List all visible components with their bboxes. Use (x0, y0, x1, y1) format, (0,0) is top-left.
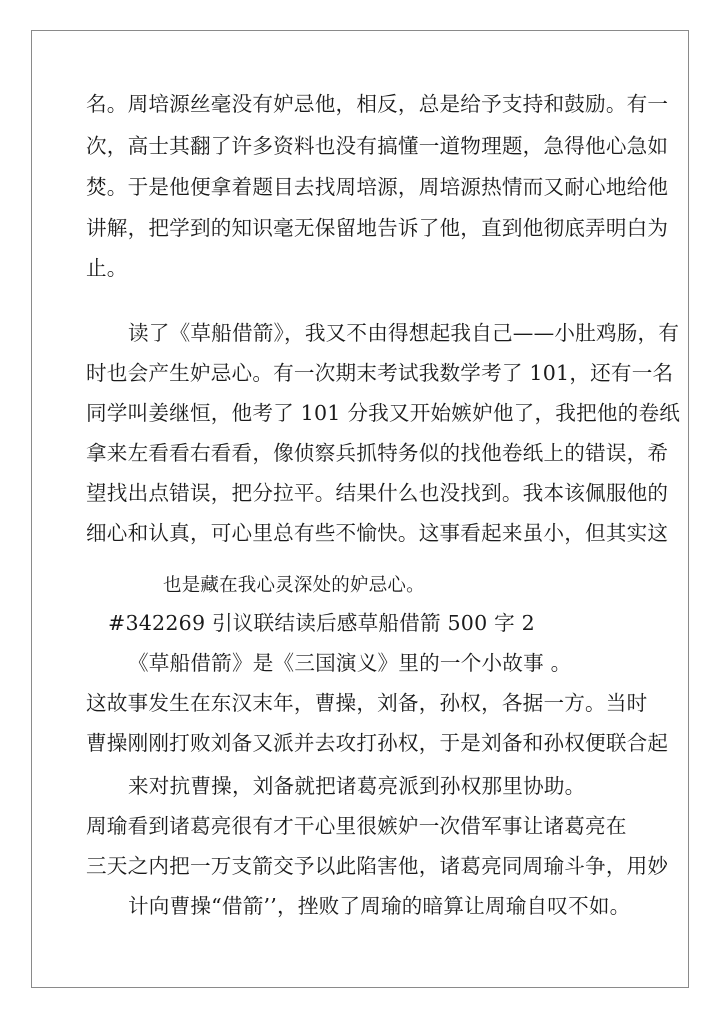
paragraph-line: 读了《草船借箭》，我又不由得想起我自己——小肚鸡肠，有 (128, 321, 680, 345)
paragraph-line: 焚。于是他便拿着题目去找周培源，周培源热情而又耐心地给他 (86, 175, 669, 199)
paragraph-line: 止。 (86, 256, 128, 280)
paragraph-line: 讲解，把学到的知识毫无保留地告诉了他，直到他彻底弄明白为 (86, 216, 669, 240)
paragraph-line: 次，高士其翻了许多资料也没有搞懂一道物理题，急得他心急如 (86, 134, 669, 158)
paragraph-line: 时也会产生妒忌心。有一次期末考试我数学考了 101，还有一名 (86, 361, 674, 385)
paragraph-line: 同学叫姜继恒，他考了 101 分我又开始嫉妒他了，我把他的卷纸 (86, 401, 681, 425)
paragraph-line: 曹操刚刚打败刘备又派并去攻打孙权，于是刘备和孙权便联合起 (86, 731, 669, 755)
paragraph-line: 细心和认真，可心里总有些不愉快。这事看起来虽小，但其实这 (86, 521, 669, 545)
paragraph-line: 望找出点错误，把分拉平。结果什么也没找到。我本该佩服他的 (86, 481, 669, 505)
paragraph-line: 三天之内把一万支箭交予以此陷害他，诸葛亮同周瑜斗争，用妙 (86, 854, 669, 878)
paragraph-line: 这故事发生在东汉末年，曹操，刘备，孙权，各据一方。当时 (86, 691, 648, 715)
paragraph-line: 计向曹操“借箭’’，挫败了周瑜的暗算让周瑜自叹不如。 (128, 894, 631, 918)
paragraph-line: 拿来左看看右看看，像侦察兵抓特务似的找他卷纸上的错误，希 (86, 441, 669, 465)
paragraph-line: #342269 引议联结读后感草船借箭 500 字 2 (108, 611, 535, 635)
paragraph-line: 周瑜看到诸葛亮很有才干心里很嫉妒一次借军事让诸葛亮在 (86, 814, 627, 838)
paragraph-line: 来对抗曹操，刘备就把诸葛亮派到孙权那里协助。 (128, 774, 586, 798)
paragraph-line: 《草船借箭》是《三国演义》里的一个小故事 。 (128, 651, 572, 675)
paragraph-line: 名。周培源丝毫没有妒忌他，相反，总是给予支持和鼓励。有一 (86, 92, 669, 116)
section-heading: 也是藏在我心灵深处的妒忌心。 (163, 575, 425, 596)
